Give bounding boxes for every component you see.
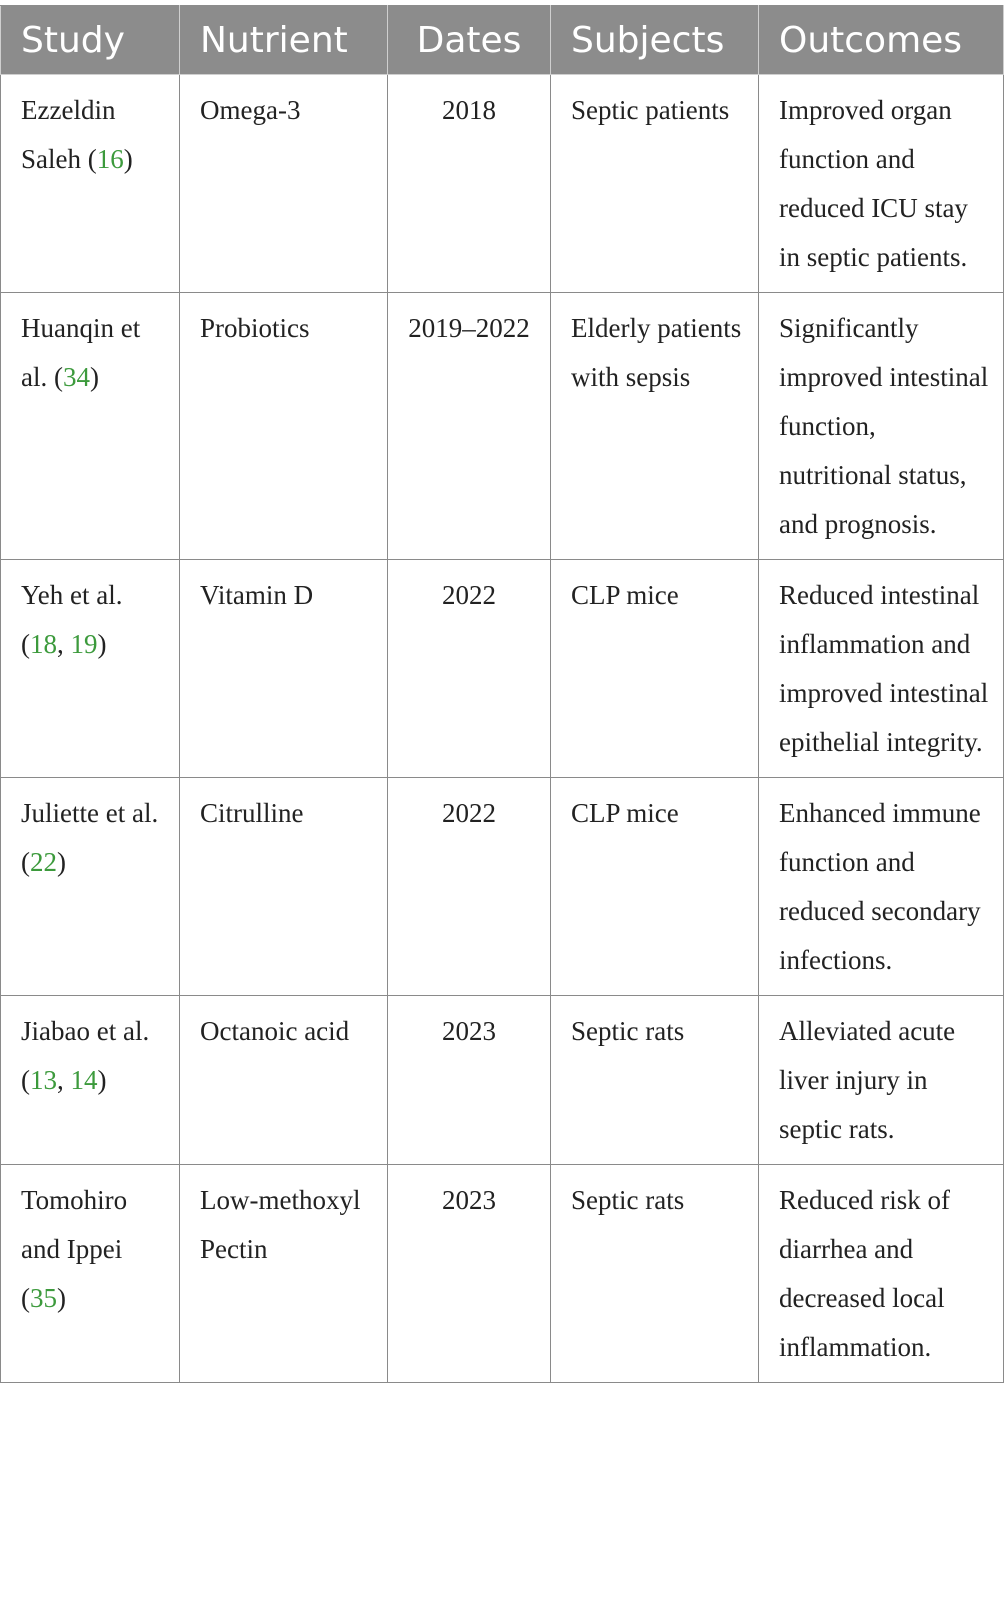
cell-dates: 2022	[388, 560, 551, 778]
cell-outcomes: Reduced intestinal inflammation and improved intestinal epithelial integrity.	[759, 560, 1004, 778]
cell-nutrient: Probiotics	[180, 293, 388, 560]
cell-dates: 2018	[388, 75, 551, 293]
cell-study: Ezzeldin Saleh (16)	[1, 75, 180, 293]
header-subjects: Subjects	[551, 6, 759, 75]
table-row	[1, 778, 1004, 996]
table-row	[1, 75, 1004, 293]
cell-outcomes: Reduced risk of diarrhea and decreased local inflammation.	[759, 1165, 1004, 1383]
reference-link[interactable]: 22	[30, 847, 57, 877]
cell-outcomes: Improved organ function and reduced ICU stay in septic patients.	[759, 75, 1004, 293]
reference-link[interactable]: 34	[62, 362, 90, 392]
cell-outcomes: Alleviated acute liver injury in septic rats.	[759, 996, 1004, 1165]
ref-separator: ,	[57, 629, 71, 659]
cell-dates: 2023	[388, 1165, 551, 1383]
header-dates: Dates	[388, 6, 551, 75]
table-body	[1, 75, 1004, 1383]
cell-subjects: Septic patients	[551, 75, 759, 293]
cell-study: Jiabao et al. (13, 14)	[1, 996, 180, 1165]
cell-subjects: Elderly patients with sepsis	[551, 293, 759, 560]
cell-study: Tomohiro and Ippei (35)	[1, 1165, 180, 1383]
cell-outcomes: Enhanced immune function and reduced secondary infections.	[759, 778, 1004, 996]
cell-dates: 2023	[388, 996, 551, 1165]
cell-subjects: Septic rats	[551, 996, 759, 1165]
cell-dates: 2019–2022	[388, 293, 551, 560]
table-header	[1, 6, 1004, 75]
cell-nutrient: Omega-3	[180, 75, 388, 293]
cell-study: Yeh et al. (18, 19)	[1, 560, 180, 778]
nutrient-studies-table	[0, 5, 1004, 1383]
cell-subjects: Septic rats	[551, 1165, 759, 1383]
reference-link[interactable]: 18	[30, 629, 57, 659]
cell-dates: 2022	[388, 778, 551, 996]
reference-link[interactable]: 16	[96, 144, 124, 174]
table-row	[1, 996, 1004, 1165]
cell-nutrient: Vitamin D	[180, 560, 388, 778]
header-nutrient: Nutrient	[180, 6, 388, 75]
reference-link[interactable]: 35	[30, 1283, 57, 1313]
header-outcomes: Outcomes	[759, 6, 1004, 75]
cell-subjects: CLP mice	[551, 778, 759, 996]
reference-link[interactable]: 14	[70, 1065, 98, 1095]
cell-nutrient: Octanoic acid	[180, 996, 388, 1165]
reference-link[interactable]: 19	[70, 629, 98, 659]
cell-study: Juliette et al. (22)	[1, 778, 180, 996]
cell-nutrient: Low-methoxyl Pectin	[180, 1165, 388, 1383]
header-study: Study	[1, 6, 180, 75]
ref-separator: ,	[57, 1065, 71, 1095]
table-row	[1, 560, 1004, 778]
table-row	[1, 1165, 1004, 1383]
cell-outcomes: Significantly improved intestinal function, nutritional status, and prognosis.	[759, 293, 1004, 560]
cell-study: Huanqin et al. (34)	[1, 293, 180, 560]
cell-nutrient: Citrulline	[180, 778, 388, 996]
table-row	[1, 293, 1004, 560]
cell-subjects: CLP mice	[551, 560, 759, 778]
reference-link[interactable]: 13	[30, 1065, 57, 1095]
